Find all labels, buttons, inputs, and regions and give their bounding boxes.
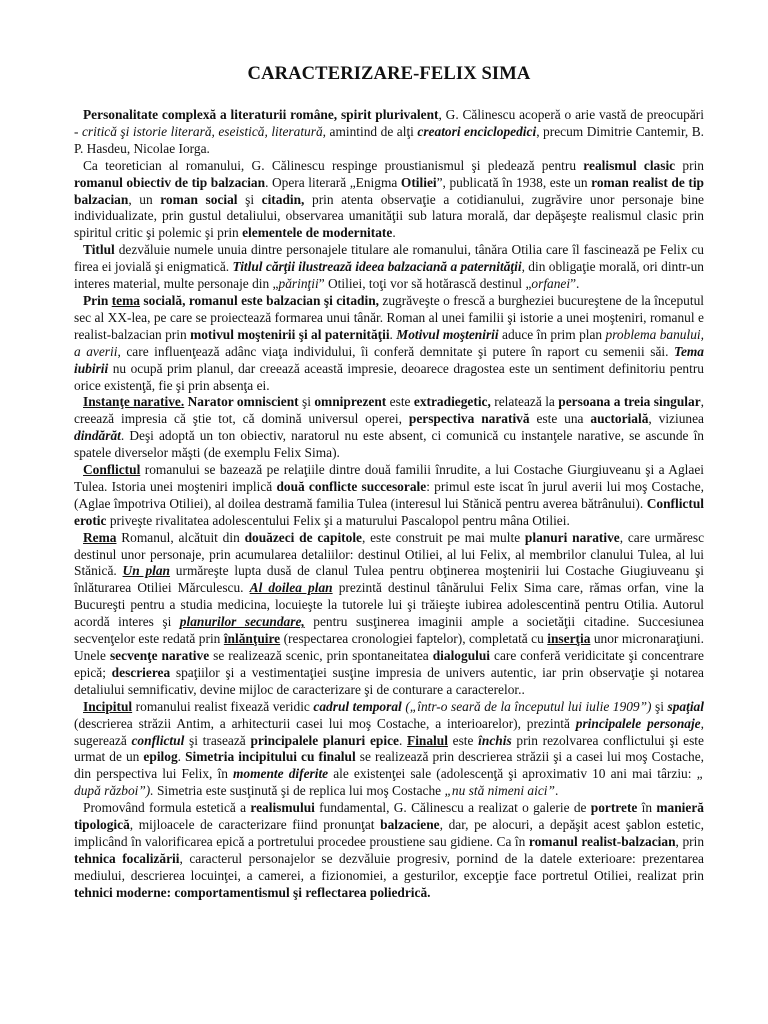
text-run: portrete xyxy=(590,800,638,816)
document-body xyxy=(74,107,704,902)
text-run: . xyxy=(177,749,186,765)
text-run: creatori enciclopedici xyxy=(417,123,537,139)
text-run: romanului se bazează pe relaţiile dintre două familii înrudite, a lui Costache Giurgiuveanu şi a Aglaei Tulea. Istoria unei moşteniri implică xyxy=(74,462,704,494)
text-run: Titlul cărţii ilustrează ideea balzaciană a paternităţii xyxy=(232,259,522,275)
text-run: romanului realist fixează veridic xyxy=(132,698,314,714)
text-run: inserţia xyxy=(547,631,591,647)
text-run: , prin xyxy=(675,833,705,849)
text-run: Conflictul xyxy=(83,462,141,478)
text-run: roman social xyxy=(160,191,238,207)
text-run: fundamental, G. Călinescu a realizat o galerie de xyxy=(314,800,591,816)
text-run: motivul moştenirii şi al paternităţii xyxy=(190,326,390,342)
text-run: Finalul xyxy=(407,732,448,748)
text-run: Prin xyxy=(83,292,112,308)
text-run: , care influenţează adânc viaţa individului, îi conferă demnitate şi putere în raport cu semenii săi. xyxy=(117,343,674,359)
text-run: Rema xyxy=(83,529,117,545)
text-run: auctorială xyxy=(590,411,649,427)
text-run: prin rezolvarea conflictului şi este urmat de un xyxy=(74,732,704,765)
text-run: ”. xyxy=(570,276,580,292)
text-run: , care urmăresc destinul unor personaje, prin acumularea detaliilor: destinul Otiliei, al lui Felix, al membrilor clanului Tulea, al lui Stănică. xyxy=(74,529,705,579)
text-run: cadrul temporal xyxy=(313,698,402,714)
text-run: părinţii xyxy=(278,276,319,292)
text-run: conflictul xyxy=(131,732,185,748)
text-run: şi trasează xyxy=(184,732,251,748)
text-run: Personalitate complexă a literaturii române, spirit plurivalent xyxy=(83,107,439,122)
text-run: secvenţe narative xyxy=(109,648,210,663)
text-run: planurilor secundare, xyxy=(179,614,305,630)
text-run: în xyxy=(637,800,657,816)
text-run: critică şi istorie literară, eseistică, literatură xyxy=(81,123,323,139)
text-run: şi xyxy=(651,698,668,714)
text-run: aduce în prim plan xyxy=(498,326,606,342)
text-run: care conferă veridicitate şi concentrare epică; xyxy=(74,648,704,680)
text-run: : primul este iscat în jurul averii lui moş Costache, (Aglae împotriva Otiliei), al doilea destramă familia Tulea (interesul lui Stănică pentru averea bătrânului). xyxy=(74,478,704,511)
text-run: , amintind de alţi xyxy=(322,123,418,139)
text-run: spaţiilor şi a vestimentaţiei susţine impresia de univers autentic, iar prin observaţie şi notarea detaliului semnificativ, devine mijloc de caracterizare şi de conturare a caracterelor.. xyxy=(74,664,704,697)
text-run: zugrăveşte o frescă a burgheziei bucureştene de la începutul sec al XX-lea, pe care se proiectează formarea unui tânăr. Roman al unei familii şi istorie a unei moşteniri, romanul e realist-balzacian prin xyxy=(74,292,705,342)
text-run: şi xyxy=(237,191,262,207)
text-run: roman realist de tip balzacian xyxy=(74,174,704,207)
text-run: balzaciene xyxy=(380,817,440,833)
text-run: citadin, xyxy=(261,191,305,207)
paragraph xyxy=(74,107,704,158)
text-run: epilog xyxy=(143,749,178,765)
text-run: „ după război”). xyxy=(74,766,705,799)
text-run: , sugerează xyxy=(74,715,704,748)
text-run: romanul realist-balzacian xyxy=(528,833,676,849)
text-run: două conflicte succesorale xyxy=(276,478,427,494)
paragraph xyxy=(74,158,704,243)
text-run: , un xyxy=(128,191,161,207)
text-run: Titlul xyxy=(83,242,115,258)
text-run: . xyxy=(398,732,408,748)
paragraph xyxy=(74,394,704,462)
text-run: douăzeci de capitole xyxy=(244,529,362,545)
text-run: închis xyxy=(478,732,512,748)
text-run: Narator omniscient xyxy=(184,394,299,410)
text-run: , mijloacele de caracterizare fiind pronunţat xyxy=(129,817,381,833)
paragraph xyxy=(74,800,704,901)
text-run: înlănţuire xyxy=(223,631,281,647)
text-run: priveşte rivalitatea adolescentului Felix şi a maturului Pascalopol pentru mâna Otiliei. xyxy=(106,512,570,528)
text-run: tehnica focalizării xyxy=(74,850,180,866)
text-run: Incipitul xyxy=(83,698,133,714)
text-run: prezintă destinul tânărului Felix Sima care, rămas orfan, vine la Bucureşti pentru a studia medicina, locuieşte la tutorele lui şi trăieşte iubirea adolescentină pentru Otilia. Autorul acordă interes şi xyxy=(74,580,704,630)
paragraph xyxy=(74,242,704,293)
text-run: este xyxy=(386,394,414,410)
text-run: se realizează prin descrierea străzii şi a casei lui moş Costache, din perspectiva lui Felix, în xyxy=(74,749,704,782)
paragraph xyxy=(74,462,704,530)
text-run: extradiegetic, xyxy=(413,394,491,410)
text-run: persoana a treia singular xyxy=(558,394,701,410)
text-run: , este construit pe mai multe xyxy=(361,529,525,545)
text-run: realismul clasic xyxy=(583,157,676,173)
text-run: se realizează scenic, prin spontaneitatea xyxy=(209,648,433,663)
text-run: Promovând formula estetică a xyxy=(83,800,251,816)
paragraph xyxy=(74,699,704,800)
text-run: Romanul, alcătuit din xyxy=(116,529,245,545)
text-run: , dar, pe alocuri, a depăşit acest şablon estetic, implicând în valorificarea epică a portretului procedee proustiene sau gidiene. Ca în xyxy=(74,817,704,849)
document-page xyxy=(74,62,704,902)
text-run: ” Otiliei, toţi vor să hotărască destinul „ xyxy=(318,276,532,292)
text-run: , precum Dimitrie Cantemir, B. P. Hasdeu, Nicolae Iorga. xyxy=(74,123,705,156)
text-run: Simetria este susţinută şi de replica lui moş Costache xyxy=(153,783,445,799)
text-run: pentru susţinerea imaginii ample a societăţii citadine. Succesiunea secvenţelor este redată prin xyxy=(74,614,705,647)
text-run: . Opera literară „Enigma xyxy=(265,174,401,190)
text-run: perspectiva narativă xyxy=(408,411,530,427)
text-run: (descrierea străzii Antim, a arhitecturii casei lui moş Costache, a interioarelor), prezintă xyxy=(74,715,576,731)
paragraph xyxy=(74,293,704,394)
text-run: Motivul moştenirii xyxy=(396,326,499,342)
text-run: descrierea xyxy=(111,664,171,680)
text-run: prin xyxy=(675,157,704,173)
text-run: („într-o seară de la începutul lui iulie 1909”) xyxy=(405,698,652,714)
text-run: , caracterul personajelor se dezvăluie progresiv, pornind de la datele exterioare: prezentarea mediului, descrierea locuinţei, a camerei, a fizionomiei, a gesturilor, excepţie face portretul Otiliei, realizat prin xyxy=(74,850,704,883)
document-title: CARACTERIZARE-FELIX SIMA xyxy=(247,63,531,84)
text-run: unor micronaraţiuni. Unele xyxy=(74,631,704,663)
text-run: relatează la xyxy=(490,394,559,410)
text-run: dindărăt xyxy=(74,428,121,444)
text-run: Conflictul erotic xyxy=(74,495,704,528)
text-run: Un plan xyxy=(122,563,171,579)
text-run: dezvăluie numele unuia dintre personajele titulare ale romanului, tânăra Otilia care îl fascinează pe Felix cu firea ei jovială şi enigmatică. xyxy=(74,242,704,275)
text-run: şi xyxy=(298,394,315,410)
text-run: , din obligaţie morală, ori dintr-un interes material, multe personaje din „ xyxy=(74,259,705,292)
text-run: Otiliei xyxy=(400,174,437,190)
text-run: . xyxy=(389,326,397,342)
paragraph xyxy=(74,530,704,699)
text-run: manieră tipologică xyxy=(74,800,704,833)
text-run: tehnici moderne: comportamentismul şi reflectarea poliedrică. xyxy=(74,884,431,900)
text-run: realismului xyxy=(250,800,315,816)
text-run: . Deşi adoptă un ton obiectiv, naratorul nu este absent, ci comunică cu instanţele narative, se ascunde în spatele diverselor măşti (de exemplu Felix Sima). xyxy=(74,428,704,461)
text-run: urmăreşte lupta dusă de clanul Tulea pentru obţinerea moştenirii lui Costache Giugiuveanu şi înlăturarea Otiliei Mărculescu. xyxy=(74,563,705,596)
text-run: orfanei xyxy=(531,276,571,292)
text-run: momente diferite xyxy=(233,766,329,782)
text-run: este una xyxy=(529,411,591,427)
text-run: ”, publicată în 1938, este un xyxy=(436,174,592,190)
text-run: Ca teoretician al romanului, G. Călinescu respinge proustianismul şi pledează pentru xyxy=(83,157,584,173)
text-run: , G. Călinescu acoperă o arie vastă de preocupări - xyxy=(74,107,704,139)
text-run: . xyxy=(392,225,396,241)
text-run: . xyxy=(554,783,559,799)
text-run: este xyxy=(447,732,479,748)
text-run: Simetria incipitului cu finalul xyxy=(185,749,356,765)
text-run: prin atenta observaţie a cotidianului, zugrăvire unor personaje bine individualizate, prin gustul detaliului, observarea umanităţii sub latura morală, dar depăşeşte realismul clasic prin spiritul critic şi polemic şi prin xyxy=(74,191,704,241)
text-run: principalele personaje xyxy=(575,715,701,731)
text-run: Instanţe narative. xyxy=(83,394,185,410)
text-run: „nu stă nimeni aici” xyxy=(444,783,555,799)
text-run: omniprezent xyxy=(314,394,387,410)
text-run: (respectarea cronologiei faptelor), completată cu xyxy=(280,631,548,647)
text-run: planuri narative xyxy=(524,529,620,545)
text-run: Al doilea plan xyxy=(249,580,333,596)
text-run: tema xyxy=(111,292,140,308)
text-run: , creează impresia că ştie tot, că domină universul operei, xyxy=(74,394,705,427)
text-run: problema banului, a averii xyxy=(74,326,704,359)
text-run: elementele de modernitate xyxy=(242,225,393,241)
text-run: dialogului xyxy=(432,648,491,663)
text-run: spaţial xyxy=(667,698,704,714)
text-run: socială, romanul este balzacian şi citadin, xyxy=(139,292,379,308)
text-run: principalele planuri epice xyxy=(250,732,399,748)
text-run: , viziunea xyxy=(648,411,704,427)
text-run: nu ocupă prim planul, dar creează această impresie, deoarece dragostea este un sentiment definitoriu pentru orice existenţă, fie şi prin absenţa ei. xyxy=(74,360,704,393)
text-run: romanul obiectiv de tip balzacian xyxy=(74,174,266,190)
text-run: Tema iubirii xyxy=(74,343,705,376)
text-run: ale existenţei sale (adolescenţă şi aproximativ 10 ani mai târziu: xyxy=(328,766,697,782)
